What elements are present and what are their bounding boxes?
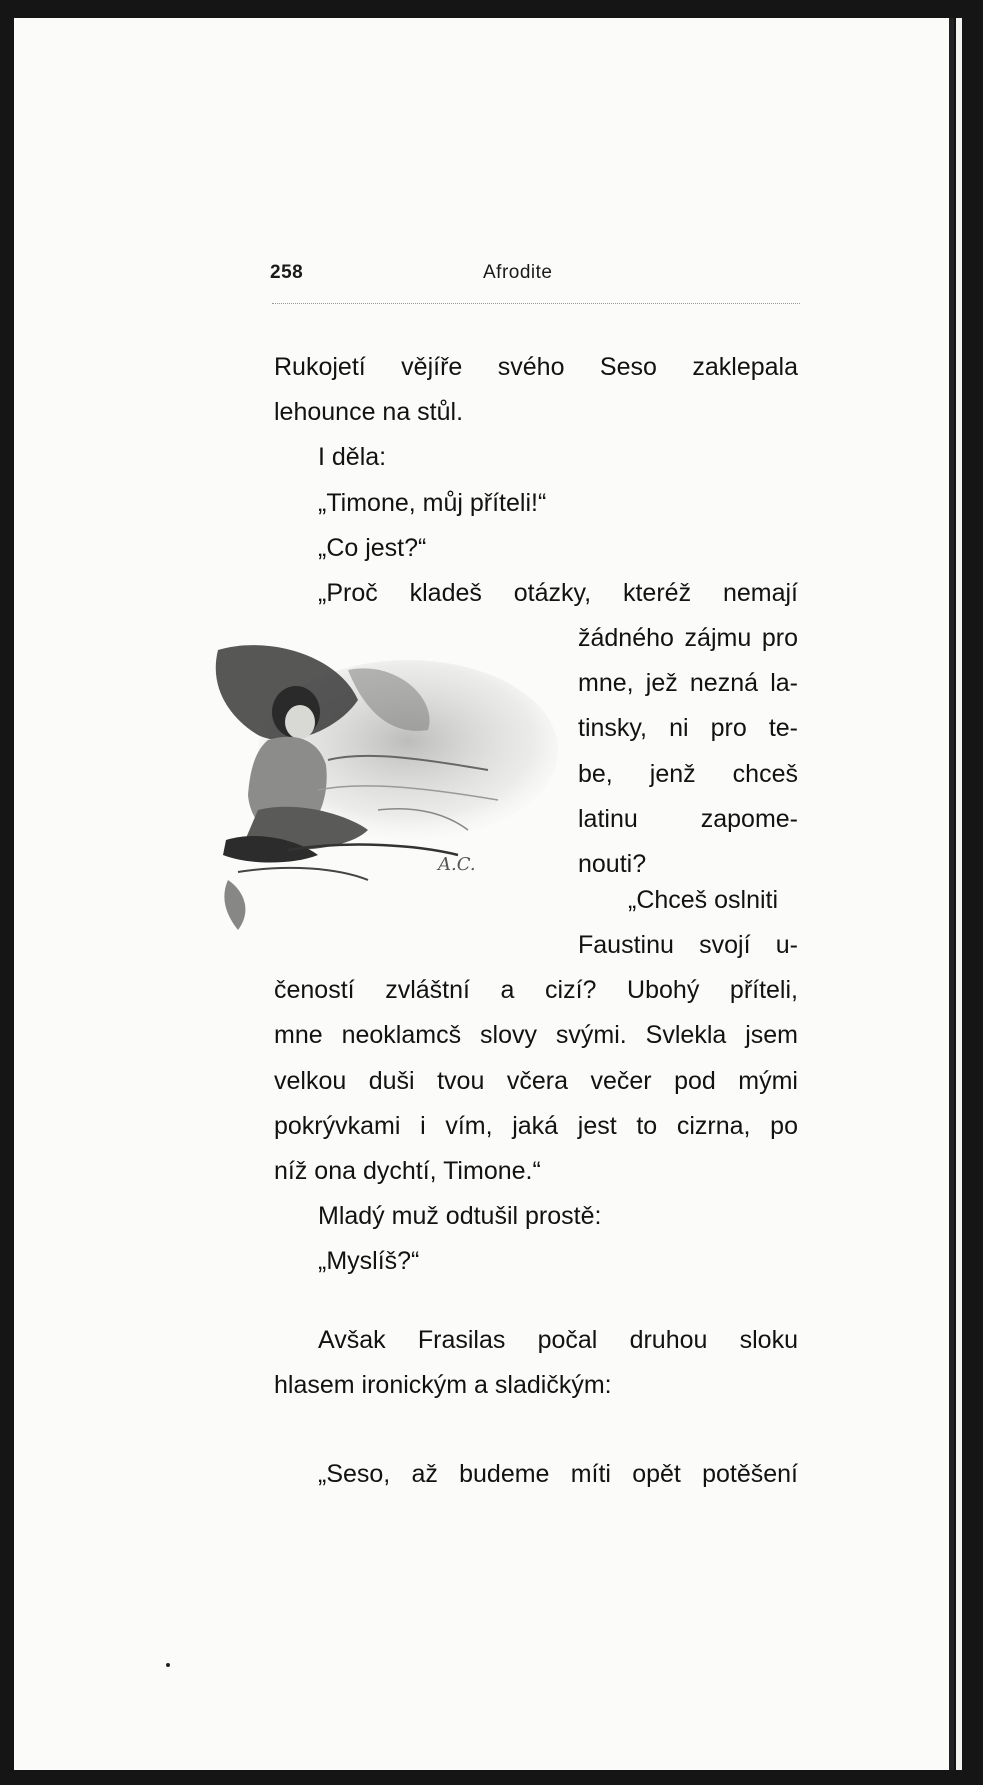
- text-line: hlasem ironickým a sladičkým:: [274, 1371, 612, 1399]
- text-line: be, jenž chceš: [578, 760, 798, 788]
- text-line: pokrývkami i vím, jaká jest to cizrna, po: [274, 1112, 798, 1140]
- vignette-illustration: [198, 640, 578, 960]
- text-line: níž ona dychtí, Timone.“: [274, 1157, 541, 1185]
- text-line: „Chceš oslniti: [628, 886, 779, 914]
- header-rule: [272, 303, 800, 304]
- scan-speck: [166, 1663, 170, 1667]
- text-line: „Myslíš?“: [318, 1247, 420, 1275]
- text-line: žádného zájmu pro: [578, 624, 798, 652]
- page-fold-shadow: [949, 18, 954, 1770]
- page-header: [270, 262, 800, 288]
- text-line: velkou duši tvou včera večer pod mými: [274, 1067, 798, 1095]
- text-line: Rukojetí vějíře svého Seso zaklepala: [274, 353, 798, 381]
- page-edge: [956, 18, 962, 1770]
- text-line: Faustinu svojí u-: [578, 931, 798, 959]
- page-number: 258: [270, 262, 304, 283]
- text-line: tinsky, ni pro te-: [578, 714, 798, 742]
- text-line: „Timone, můj příteli!“: [318, 489, 547, 517]
- text-line: latinu zapome-: [578, 805, 798, 833]
- text-line: mne, jež nezná la-: [578, 669, 798, 697]
- text-line: mne neoklamcš slovy svými. Svlekla jsem: [274, 1021, 798, 1049]
- text-line: nouti?: [578, 850, 647, 878]
- running-title: Afrodite: [483, 262, 553, 283]
- text-line: „Proč kladeš otázky, kteréž nemají: [318, 579, 798, 607]
- text-line: „Co jest?“: [318, 534, 427, 562]
- text-line: „Seso, až budeme míti opět potěšení: [318, 1460, 798, 1488]
- illustrator-signature: A.C.: [438, 854, 476, 875]
- text-line: čeností zvláštní a cizí? Ubohý příteli,: [274, 976, 798, 1004]
- text-line: Avšak Frasilas počal druhou sloku: [318, 1326, 798, 1354]
- text-line: Mladý muž odtušil prostě:: [318, 1202, 602, 1230]
- text-line: lehounce na stůl.: [274, 398, 464, 426]
- text-line: I děla:: [318, 443, 387, 471]
